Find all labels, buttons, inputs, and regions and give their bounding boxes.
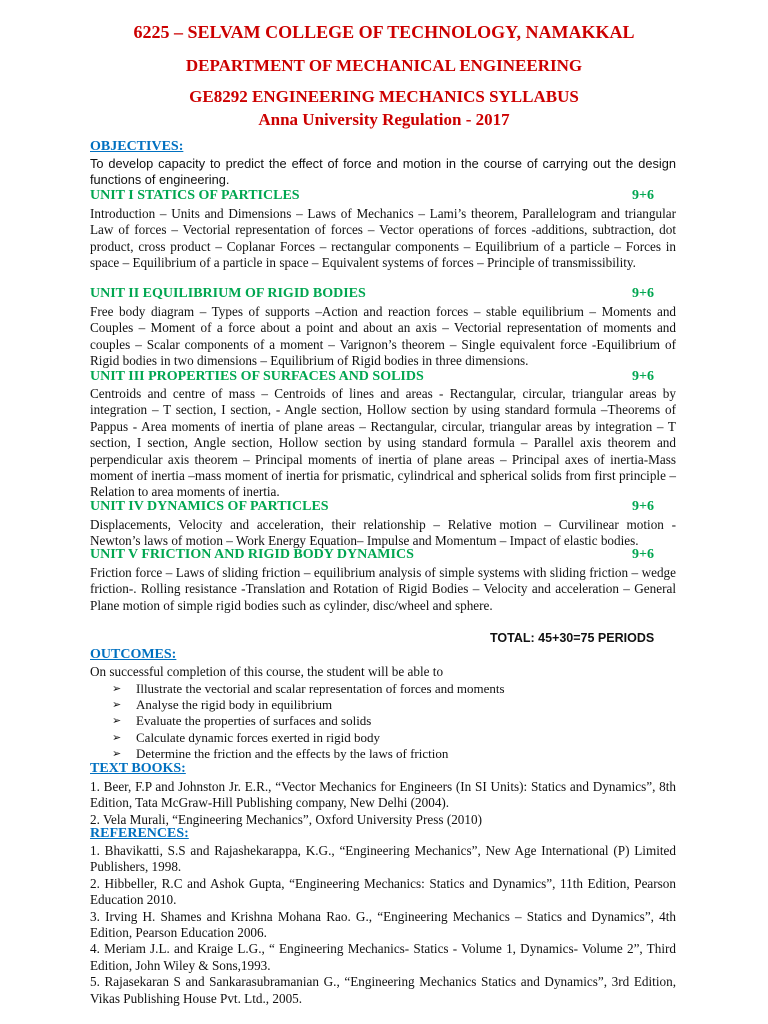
college-title: 6225 – SELVAM COLLEGE OF TECHNOLOGY, NAMAKKAL	[133, 22, 635, 42]
arrow-bullet-icon: ➢	[112, 698, 122, 712]
unit-1-heading	[90, 188, 654, 204]
unit-2-content: Free body diagram – Types of supports –Action and reaction forces – stable equilibrium – Moments and Couples – Moment of a force about a point and about an axis – Vectorial representation of moments and couples – Scalar components of a moment – Varignon’s theorem – Single equivalent force -Equilibrium of Rigid bodies in two dimensions – Equilibrium of Rigid bodies in three dimensions.	[90, 304, 676, 369]
course-title: GE8292 ENGINEERING MECHANICS SYLLABUS	[189, 87, 579, 106]
textbook-item: 1. Beer, F.P and Johnston Jr. E.R., “Vector Mechanics for Engineers (In SI Units): Statics and Dynamics”, 8th Edition, Tata McGraw-Hill Publishing company, New Delhi (2004).	[90, 779, 676, 811]
unit-4-title: UNIT IV DYNAMICS OF PARTICLES	[90, 499, 329, 514]
objectives-heading: OBJECTIVES:	[90, 139, 184, 154]
unit-1-title: UNIT I STATICS OF PARTICLES	[90, 188, 300, 203]
unit-5-hours: 9+6	[632, 547, 654, 562]
unit-5-title: UNIT V FRICTION AND RIGID BODY DYNAMICS	[90, 547, 414, 562]
reference-item: 4. Meriam J.L. and Kraige L.G., “ Engineering Mechanics- Statics - Volume 1, Dynamics- Volume 2”, Third Edition, John Wiley & Sons,1993.	[90, 941, 676, 973]
outcomes-list	[112, 681, 505, 762]
reference-item: 2. Hibbeller, R.C and Ashok Gupta, “Engineering Mechanics: Statics and Dynamics”, 11th Edition, Pearson Education 2010.	[90, 875, 676, 908]
total-periods: TOTAL: 45+30=75 PERIODS	[490, 631, 655, 645]
textbook-item: 2. Vela Murali, “Engineering Mechanics”, Oxford University Press (2010)	[90, 811, 482, 827]
arrow-bullet-icon: ➢	[112, 730, 122, 744]
unit-3-content: Centroids and centre of mass – Centroids of lines and areas - Rectangular, circular, triangular areas by integration – T section, I section, - Angle section, Hollow section by using standard formula –Theorems of Pappus - Area moments of inertia of plane areas – Rectangular, circular, triangular areas by integration – T section, I section, Angle section, Hollow section by using standard formula – Parallel axis theorem and perpendicular axis theorem – Principal moments of inertia of plane areas – Principal axes of inertia-Mass moment of inertia –mass moment of inertia for prismatic, cylindrical and spherical solids from first principle – Relation to area moments of inertia.	[90, 386, 676, 500]
reference-item: 3. Irving H. Shames and Krishna Mohana Rao. G., “Engineering Mechanics – Statics and Dynamics”, 4th Edition, Pearson Education 2006.	[90, 908, 676, 941]
unit-3-title: UNIT III PROPERTIES OF SURFACES AND SOLIDS	[90, 369, 424, 384]
references-heading: REFERENCES:	[90, 826, 189, 841]
list-item: ➢ Evaluate the properties of surfaces and solids	[112, 713, 372, 729]
textbooks-list	[90, 779, 676, 828]
list-item: ➢ Analyse the rigid body in equilibrium	[112, 697, 333, 713]
unit-4-content: Displacements, Velocity and acceleration, their relationship – Relative motion – Curvilinear motion - Newton’s laws of motion – Work Energy Equation– Impulse and Momentum – Impact of elastic bodies.	[90, 517, 676, 549]
unit-5-heading	[90, 547, 654, 563]
list-item: ➢ Calculate dynamic forces exerted in rigid body	[112, 729, 381, 745]
unit-2-heading	[90, 286, 654, 302]
unit-2-hours: 9+6	[632, 286, 654, 301]
objectives-text: To develop capacity to predict the effect of force and motion in the course of carrying out the design functions of engineering.	[90, 156, 676, 187]
outcomes-heading: OUTCOMES:	[90, 647, 177, 662]
reference-item: 5. Rajasekaran S and Sankarasubramanian G., “Engineering Mechanics Statics and Dynamics”, 3rd Edition, Vikas Publishing House Pvt. Ltd., 2005.	[90, 974, 676, 1006]
arrow-bullet-icon: ➢	[112, 746, 122, 760]
unit-1-content: Introduction – Units and Dimensions – Laws of Mechanics – Lami’s theorem, Parallelogram and triangular Law of forces – Vectorial representation of forces – Vector operations of forces -additions, subtraction, dot product, cross product – Coplanar Forces – rectangular components – Equilibrium of a particle – Forces in space – Equilibrium of a particle in space – Equivalent systems of forces – Principle of transmissibility.	[90, 206, 676, 271]
unit-3-hours: 9+6	[632, 369, 654, 384]
unit-1-hours: 9+6	[632, 188, 654, 203]
list-item: ➢ Determine the friction and the effects by the laws of friction	[112, 745, 449, 761]
regulation-title: Anna University Regulation - 2017	[258, 110, 510, 129]
arrow-bullet-icon: ➢	[112, 714, 122, 728]
outcomes-intro: On successful completion of this course, the student will be able to	[90, 664, 444, 679]
arrow-bullet-icon: ➢	[112, 682, 122, 695]
unit-2-title: UNIT II EQUILIBRIUM OF RIGID BODIES	[90, 286, 366, 301]
unit-4-hours: 9+6	[632, 499, 654, 514]
department-title: DEPARTMENT OF MECHANICAL ENGINEERING	[185, 56, 583, 75]
unit-4-heading	[90, 499, 654, 515]
reference-item: 1. Bhavikatti, S.S and Rajashekarappa, K.G., “Engineering Mechanics”, New Age International (P) Limited Publishers, 1998.	[90, 843, 676, 875]
textbooks-heading: TEXT BOOKS:	[90, 761, 186, 776]
unit-3-heading	[90, 369, 654, 385]
references-list	[90, 843, 676, 1007]
unit-5-content: Friction force – Laws of sliding friction – equilibrium analysis of simple systems with sliding friction – wedge friction-. Rolling resistance -Translation and Rotation of Rigid Bodies – Velocity and acceleration – General Plane motion of simple rigid bodies such as cylinder, disc/wheel and sphere.	[90, 565, 676, 613]
list-item: ➢ Illustrate the vectorial and scalar representation of forces and moments	[112, 681, 505, 696]
